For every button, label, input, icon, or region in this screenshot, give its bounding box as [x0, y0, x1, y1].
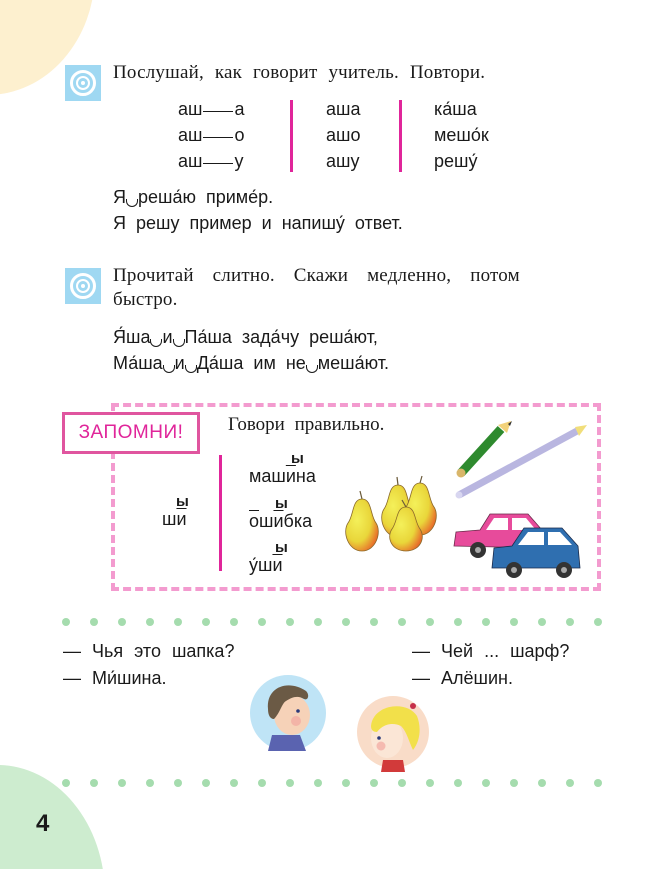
syllable: ашу	[326, 151, 360, 171]
syllable-column-1	[178, 96, 244, 174]
syllable-column-2	[326, 96, 360, 174]
syllable-blank-row: аш у	[178, 151, 244, 171]
remember-label: ЗАПОМНИ!	[62, 412, 200, 454]
dialog-line: — Чья это шапка?	[63, 641, 235, 661]
word-column-3	[434, 96, 489, 174]
dialog-line: — Ми́шина.	[63, 668, 167, 688]
boy-portrait	[248, 673, 330, 753]
page-number: 4	[36, 810, 50, 837]
dotted-divider	[62, 618, 602, 626]
exercise2-instruction-cont: быстро.	[113, 289, 178, 310]
word: мешо́к	[434, 125, 489, 145]
dotted-divider-bottom	[62, 779, 602, 787]
sentence-2: Я решу пример и напишу́ ответ.	[113, 213, 403, 233]
girl-portrait	[355, 692, 431, 774]
exercise2-instruction: Прочитай слитно. Скажи медленно, потом	[113, 265, 520, 286]
remember-title: Говори правильно.	[228, 414, 385, 435]
tongue-twister-line-1: Я́ша и Па́ша зада́чу реша́ют,	[113, 327, 378, 347]
syllable: аша	[326, 99, 361, 119]
listen-target-icon	[65, 268, 101, 304]
cars-illustration	[450, 508, 590, 580]
listen-target-icon	[65, 65, 101, 101]
dialog-left	[63, 638, 234, 692]
sentence-1: Я реша́ю приме́р.	[113, 187, 274, 207]
pencils-illustration	[455, 415, 595, 505]
rule-divider	[219, 455, 222, 571]
column-divider	[290, 100, 293, 172]
dialog-line: — Алёшин.	[412, 668, 513, 688]
dialog-line: — Чей ... шарф?	[412, 641, 570, 661]
tongue-twister-line-2: Ма́ша и Да́ша им не меша́ют.	[113, 353, 389, 373]
dialog-right	[412, 638, 569, 692]
liaison-arc	[126, 199, 138, 207]
example-ushi: ы у́ши	[249, 539, 288, 575]
exercise1-instruction: Послушай, как говорит учитель. Повтори.	[113, 62, 486, 83]
syllable-blank-row: аш о	[178, 125, 245, 145]
syllable: ашо	[326, 125, 361, 145]
example-mashina: ы машина	[249, 450, 316, 486]
column-divider	[399, 100, 402, 172]
example-oshibka: ы ошибка	[249, 495, 313, 531]
rule-shi: ы ши	[162, 493, 189, 529]
syllable-blank-row: аш а	[178, 99, 245, 119]
word: ка́ша	[434, 99, 477, 119]
pears-illustration	[340, 475, 445, 555]
word: решу́	[434, 151, 478, 171]
